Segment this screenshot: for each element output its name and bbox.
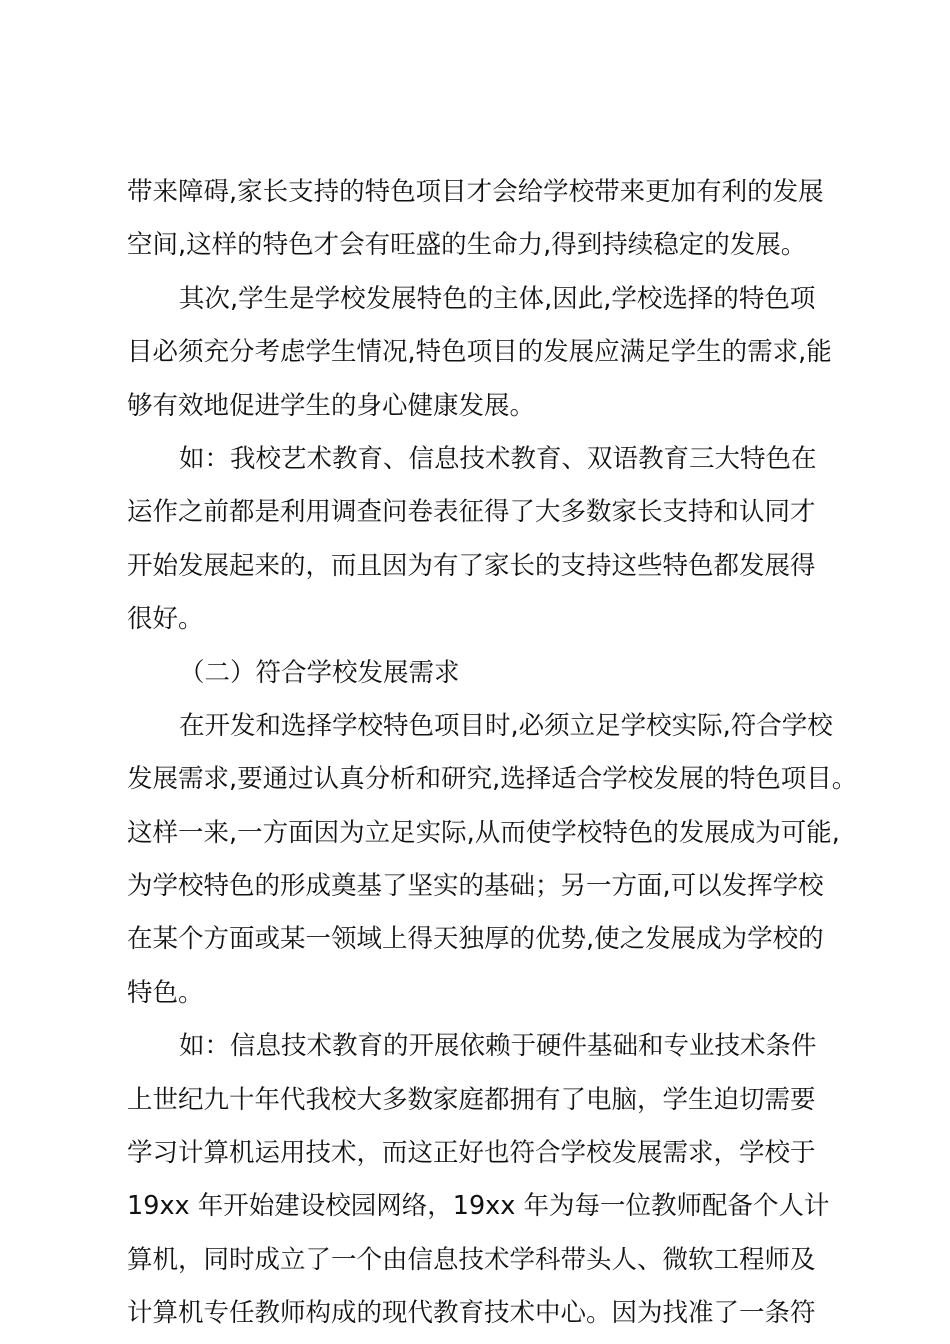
text-line: 如：我校艺术教育、信息技术教育、双语教育三大特色在 (179, 443, 817, 474)
text-line: 在某个方面或某一领域上得天独厚的优势,使之发展成为学校的 (127, 924, 824, 955)
text-line: 运作之前都是利用调查问卷表征得了大多数家长支持和认同才 (127, 497, 816, 528)
text-line: 19xx 年开始建设校园网络，19xx 年为每一位教师配备个人计 (127, 1191, 830, 1222)
paragraph (127, 170, 837, 267)
text-line: 其次,学生是学校发展特色的主体,因此,学校选择的特色项 (179, 283, 816, 314)
paragraph (127, 437, 837, 641)
text-line: 目必须充分考虑学生情况,特色项目的发展应满足学生的需求,能 (127, 337, 832, 368)
paragraph (127, 277, 837, 428)
text-line: 如：信息技术教育的开展依赖于硬件基础和专业技术条件 (179, 1031, 817, 1062)
text-line: 空间,这样的特色才会有旺盛的生命力,得到持续稳定的发展。 (127, 230, 807, 261)
text-line: 这样一来,一方面因为立足实际,从而使学校特色的发展成为可能, (127, 817, 840, 848)
text-line: 在开发和选择学校特色项目时,必须立足学校实际,符合学校 (179, 710, 833, 741)
text-line: 发展需求,要通过认真分析和研究,选择适合学校发展的特色项目。 (127, 764, 858, 795)
text-line: 开始发展起来的，而且因为有了家长的支持这些特色都发展得 (127, 550, 816, 581)
body-text (127, 170, 858, 1335)
paragraph (127, 704, 858, 1015)
text-line: 计算机专任教师构成的现代教育技术中心。因为找准了一条符 (127, 1298, 816, 1329)
text-line: 很好。 (127, 604, 204, 635)
text-line: 学习计算机运用技术，而这正好也符合学校发展需求，学校于 (127, 1138, 816, 1169)
section-heading (127, 651, 837, 695)
paragraph (127, 1024, 837, 1335)
text-line: 特色。 (127, 977, 204, 1008)
heading-line: （二）符合学校发展需求 (179, 657, 460, 688)
text-line: 算机，同时成立了一个由信息技术学科带头人、微软工程师及 (127, 1244, 816, 1275)
text-line: 够有效地促进学生的身心健康发展。 (127, 390, 536, 421)
text-line: 带来障碍,家长支持的特色项目才会给学校带来更加有利的发展 (127, 177, 824, 207)
text-line: 为学校特色的形成奠基了坚实的基础；另一方面,可以发挥学校 (127, 871, 824, 902)
text-line: 上世纪九十年代我校大多数家庭都拥有了电脑，学生迫切需要 (127, 1084, 816, 1115)
